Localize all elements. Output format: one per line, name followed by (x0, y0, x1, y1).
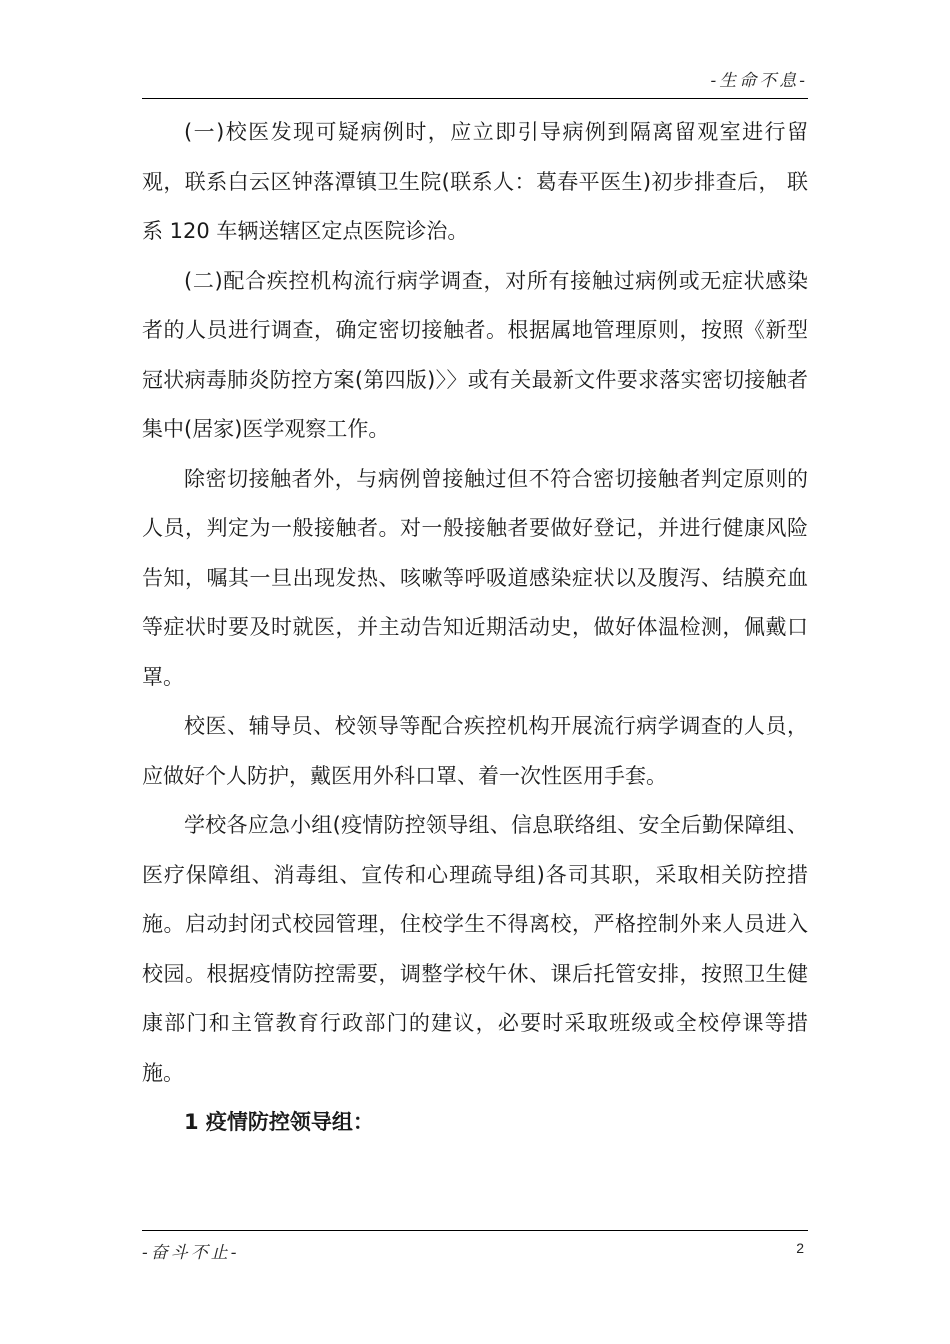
footer-motto: -奋斗不止- (142, 1243, 240, 1263)
header-divider (142, 98, 808, 99)
page-number: 2 (796, 1240, 804, 1256)
paragraph-general-contacts: 除密切接触者外，与病例曾接触过但不符合密切接触者判定原则的人员，判定为一般接触者。对一般接触者要做好登记，并进行健康风险告知，嘱其一旦出现发热、咳嗽等呼吸道感染症状以及腹泻、结膜充血等症状时要及时就医，并主动告知近期活动史，做好体温检测，佩戴口罩。 (142, 466, 808, 689)
paragraph-emergency-groups: 学校各应急小组(疫情防控领导组、信息联络组、安全后勤保障组、医疗保障组、消毒组、宣传和心理疏导组)各司其职，采取相关防控措施。启动封闭式校园管理，住校学生不得离校，严格控制外来人员进入校园。根据疫情防控需要，调整学校午休、课后托管安排，按照卫生健康部门和主管教育行政部门的建议，必要时采取班级或全校停课等措施。 (142, 813, 808, 1085)
footer-divider (142, 1230, 808, 1231)
paragraph-epidemiological-survey: (二)配合疾控机构流行病学调查，对所有接触过病例或无症状感染者的人员进行调查，确定密切接触者。根据属地管理原则，按照《新型冠状病毒肺炎防控方案(第四版)〉〉或有关最新文件要求落实密切接触者集中(居家)医学观察工作。 (142, 268, 808, 441)
header-motto: -生命不息- (710, 71, 808, 91)
section-heading: 1 疫情防控领导组： (184, 1110, 374, 1134)
paragraph-suspected-case: (一)校医发现可疑病例时，应立即引导病例到隔离留观室进行留观，联系白云区钟落潭镇卫生院(联系人：葛春平医生)初步排查后， 联系 120 车辆送辖区定点医院诊治。 (142, 120, 808, 243)
document-body (142, 108, 808, 1148)
paragraph-personal-protection: 校医、辅导员、校领导等配合疾控机构开展流行病学调查的人员，应做好个人防护，戴医用外科口罩、着一次性医用手套。 (142, 714, 808, 788)
